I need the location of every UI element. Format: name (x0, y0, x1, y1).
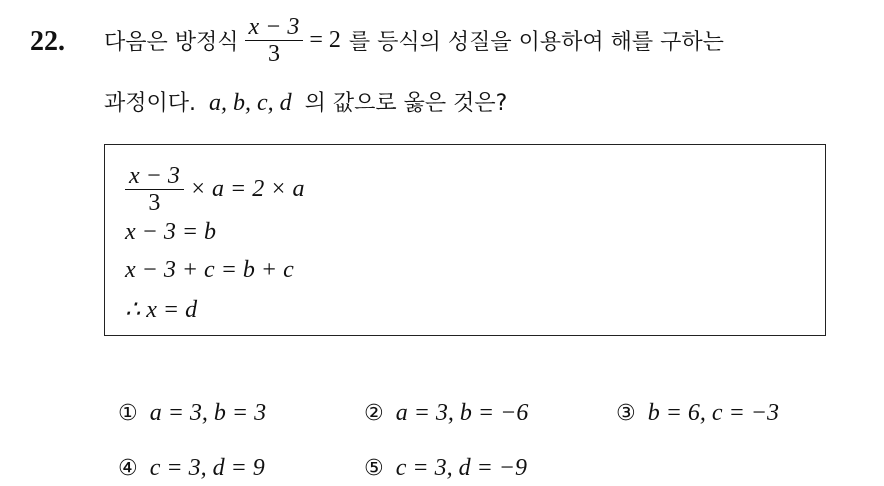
question-text-after: 를 등식의 성질을 이용하여 해를 구하는 (348, 30, 724, 56)
solution-process-box (104, 144, 826, 336)
step-fraction-denominator: 3 (148, 190, 161, 217)
option-1-mark: ① (118, 401, 138, 426)
question-line2-prefix: 과정이다. (104, 91, 197, 116)
option-3[interactable] (616, 400, 779, 427)
option-4-text: c = 3, d = 9 (149, 455, 265, 481)
step-conclusion: ∴ x = d (125, 297, 198, 323)
option-3-text: b = 6, c = −3 (647, 400, 779, 426)
question-number: 22. (30, 26, 65, 57)
step-add: x − 3 + c = b + c (125, 257, 294, 283)
option-1-text: a = 3, b = 3 (149, 400, 267, 426)
option-4[interactable] (118, 455, 265, 482)
question-line-1 (104, 14, 724, 68)
option-2-text: a = 3, b = −6 (395, 400, 529, 426)
question-line-2 (104, 86, 507, 117)
question-fraction (245, 14, 304, 68)
step-multiply-rest: × a = 2 × a (189, 176, 305, 203)
step-fraction (125, 163, 184, 217)
option-4-mark: ④ (118, 456, 138, 481)
fraction-denominator: 3 (267, 41, 280, 68)
step-simplify: x − 3 = b (125, 219, 217, 245)
step-fraction-numerator: x − 3 (125, 163, 184, 190)
question-variables: a, b, c, d (209, 90, 292, 116)
question-text-before: 다음은 방정식 (104, 30, 239, 56)
option-1[interactable] (118, 400, 266, 427)
fraction-numerator: x − 3 (245, 14, 304, 41)
option-5-text: c = 3, d = −9 (395, 455, 527, 481)
option-2[interactable] (364, 400, 528, 427)
step-multiply (125, 163, 304, 217)
option-5[interactable] (364, 455, 527, 482)
option-3-mark: ③ (616, 401, 636, 426)
option-2-mark: ② (364, 401, 384, 426)
equation-rhs: = 2 (309, 27, 341, 54)
question-line2-suffix: 의 값으로 옳은 것은? (304, 91, 508, 116)
option-5-mark: ⑤ (364, 456, 384, 481)
